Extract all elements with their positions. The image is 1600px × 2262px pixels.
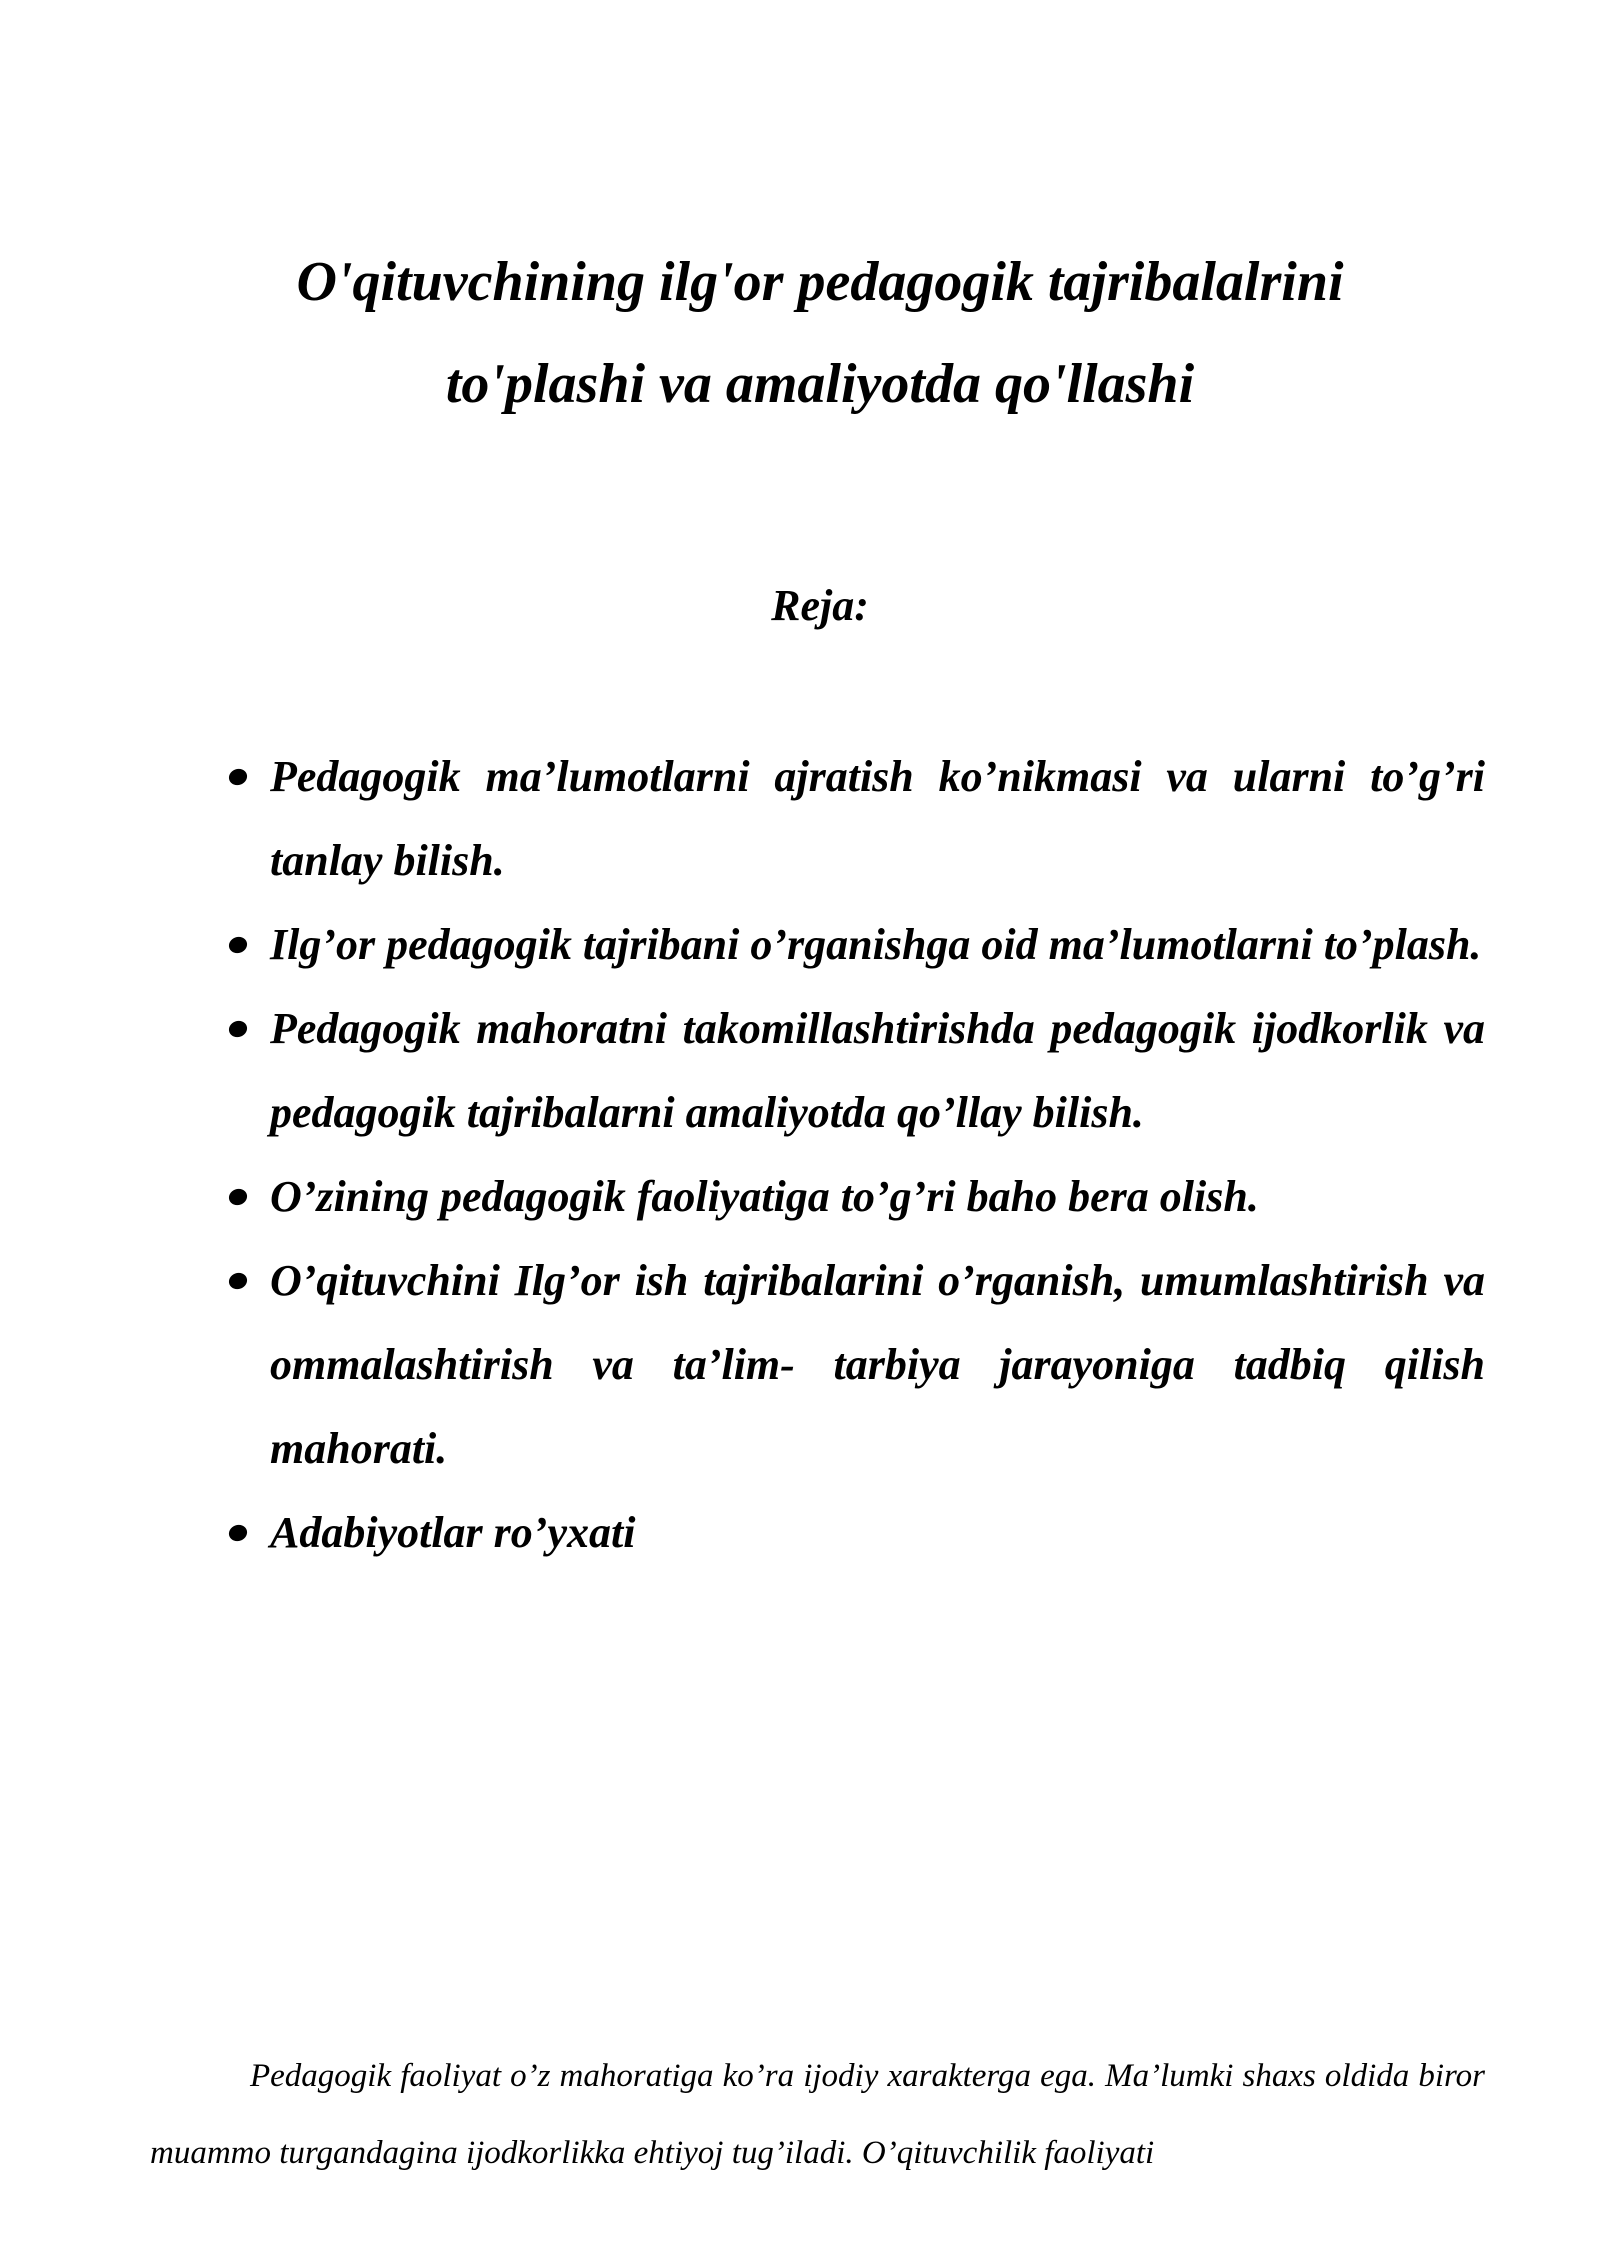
document-title-line-2: to'plashi va amaliyotda qo'llashi xyxy=(445,353,1195,415)
plan-item-text: Adabiyotlar ro’yxati xyxy=(270,1508,636,1557)
plan-item xyxy=(270,1155,1485,1239)
plan-item-text: Pedagogik mahoratni takomillashtirishda pedagogik ijodkorlik va pedagogik tajribalarni amaliyotda qo’llay bilish. xyxy=(270,1004,1485,1137)
plan-item xyxy=(270,1491,1485,1575)
bullet-icon xyxy=(227,766,250,787)
plan-item xyxy=(270,1239,1485,1491)
plan-item xyxy=(270,903,1485,987)
plan-item-text: Ilg’or pedagogik tajribani o’rganishga oid ma’lumotlarni to’plash. xyxy=(270,920,1482,969)
bullet-icon xyxy=(227,934,250,955)
bullet-icon xyxy=(227,1018,250,1039)
plan-item xyxy=(270,987,1485,1155)
plan-heading: Reja: xyxy=(771,581,869,630)
bullet-icon xyxy=(227,1522,250,1543)
plan-item-text: O’zining pedagogik faoliyatiga to’g’ri baho bera olish. xyxy=(270,1172,1259,1221)
plan-item xyxy=(270,735,1485,903)
body-paragraph: Pedagogik faoliyat o’z mahoratiga ko’ra ijodiy xarakterga ega. Ma’lumki shaxs oldida biror muammo turgandagina ijodkorlikka ehtiyoj tug’iladi. O’qituvchilik faoliyati xyxy=(150,2058,1485,2171)
bullet-icon xyxy=(227,1186,250,1207)
plan-list xyxy=(270,735,1485,1575)
document-title-line-1: O'qituvchining ilg'or pedagogik tajribalalrini xyxy=(296,251,1344,313)
plan-item-text: Pedagogik ma’lumotlarni ajratish ko’nikmasi va ularni to’g’ri tanlay bilish. xyxy=(270,752,1485,885)
plan-item-text: O’qituvchini Ilg’or ish tajribalarini o’rganish, umumlashtirish va ommalashtirish va ta’lim- tarbiya jarayoniga tadbiq qilish mahorati. xyxy=(270,1256,1485,1473)
bullet-icon xyxy=(227,1270,250,1291)
